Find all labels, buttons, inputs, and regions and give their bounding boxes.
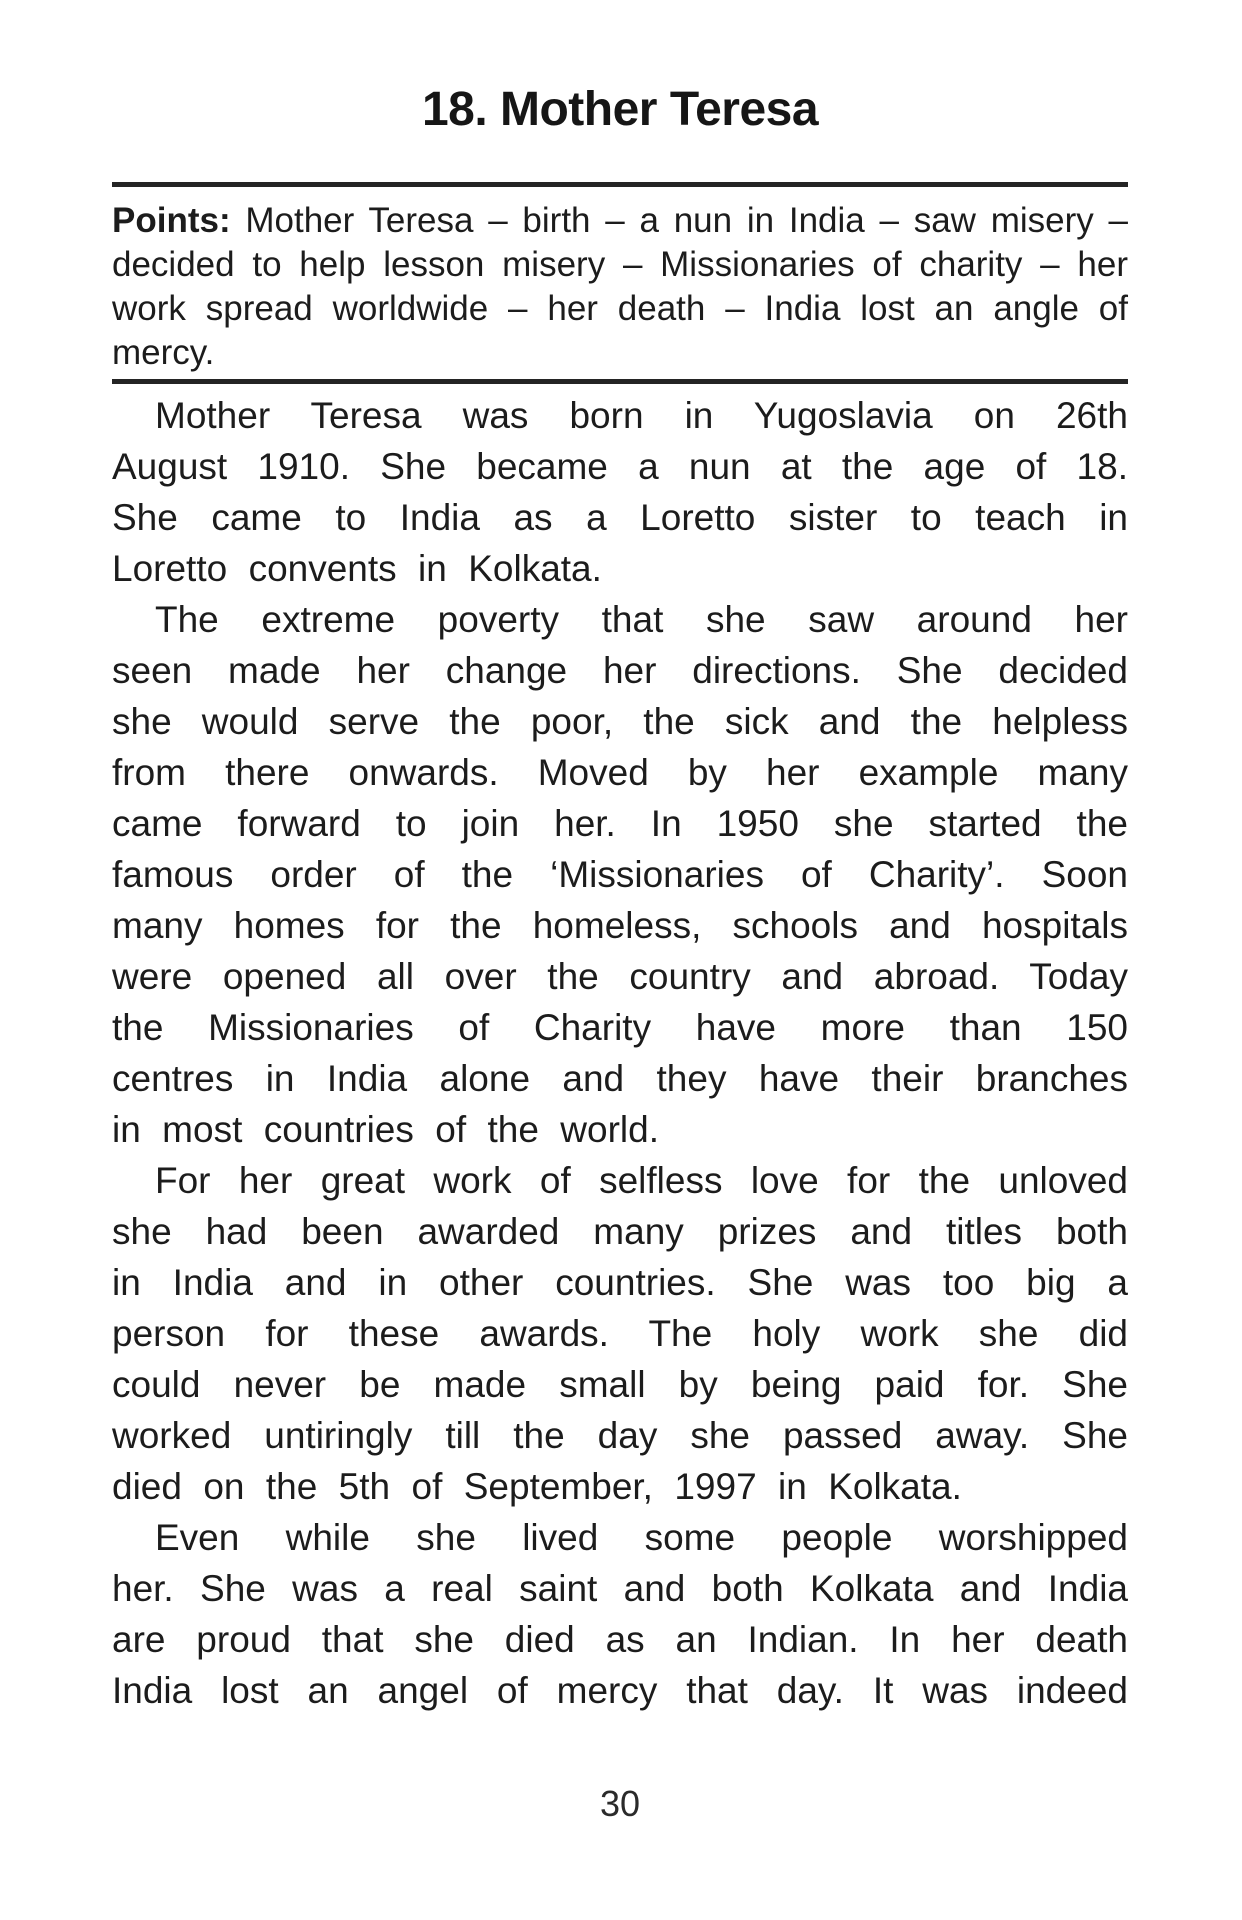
page-number: 30	[599, 1783, 641, 1824]
title-divider	[112, 182, 1128, 187]
points-divider	[112, 379, 1128, 384]
text-line: the Missionaries of Charity have more than 150	[112, 1007, 1128, 1048]
text-line: India lost an angel of mercy that day. It was indeed	[112, 1670, 1128, 1711]
text-line: came forward to join her. In 1950 she started the	[112, 803, 1128, 844]
text-line: person for these awards. The holy work she did	[112, 1313, 1128, 1354]
text-line: She came to India as a Loretto sister to teach in	[112, 497, 1128, 538]
points-label: Points:	[112, 201, 231, 240]
text-line: For her great work of selfless love for the unloved	[155, 1160, 1128, 1201]
text-line: August 1910. She became a nun at the age of 18.	[112, 446, 1128, 487]
text-line: mercy.	[112, 333, 215, 372]
text-line: in most countries of the world.	[112, 1109, 659, 1150]
text-line: she would serve the poor, the sick and the helpless	[112, 701, 1128, 742]
text-line: she had been awarded many prizes and titles both	[112, 1211, 1128, 1252]
text-line: died on the 5th of September, 1997 in Kolkata.	[112, 1466, 962, 1507]
text-line: Even while she lived some people worshipped	[155, 1517, 1128, 1558]
paragraph	[112, 390, 1128, 594]
text-line: many homes for the homeless, schools and hospitals	[112, 905, 1128, 946]
text-line: famous order of the ‘Missionaries of Charity’. Soon	[112, 854, 1128, 895]
text-line: in India and in other countries. She was too big a	[112, 1262, 1128, 1303]
text-line: were opened all over the country and abroad. Today	[112, 956, 1128, 997]
text-line: could never be made small by being paid for. She	[112, 1364, 1128, 1405]
text-line: from there onwards. Moved by her example many	[112, 752, 1128, 793]
text-line: are proud that she died as an Indian. In her death	[112, 1619, 1128, 1660]
text-line: The extreme poverty that she saw around her	[155, 599, 1128, 640]
text-line: decided to help lesson misery – Missionaries of charity – her	[112, 245, 1128, 284]
paragraph	[112, 594, 1128, 1155]
essay-body	[112, 390, 1128, 1716]
text-line: centres in India alone and they have their branches	[112, 1058, 1128, 1099]
text-line: Points: Mother Teresa – birth – a nun in India – saw misery –	[112, 201, 1128, 240]
text-line: seen made her change her directions. She decided	[112, 650, 1128, 691]
text-line: Loretto convents in Kolkata.	[112, 548, 602, 589]
paragraph	[112, 1512, 1128, 1716]
text-line: worked untiringly till the day she passed away. She	[112, 1415, 1128, 1456]
text-line: her. She was a real saint and both Kolkata and India	[112, 1568, 1128, 1609]
points-summary	[112, 199, 1128, 375]
text-line: Mother Teresa was born in Yugoslavia on 26th	[155, 395, 1128, 436]
page-content	[112, 0, 1128, 1826]
page-title: 18. Mother Teresa	[421, 83, 819, 136]
paragraph	[112, 1155, 1128, 1512]
text-line: work spread worldwide – her death – India lost an angle of	[112, 289, 1128, 328]
